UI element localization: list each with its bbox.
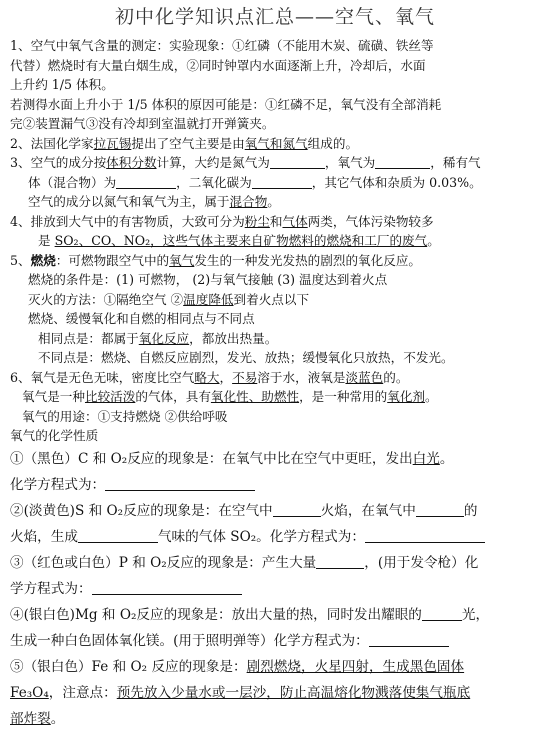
s6-l2c: ，是一种常用的 [299, 389, 388, 404]
s3-l1a: 3、空气的成分按 [10, 155, 107, 170]
s6-line-2 [10, 387, 540, 407]
s6-l1u2: 不易 [232, 369, 258, 385]
blank-mg-equation[interactable] [369, 632, 449, 647]
chem-mg-line-2 [10, 628, 540, 654]
s3-l2b: ，二氧化碳为 [176, 174, 252, 190]
s5-bold: 燃烧 [30, 252, 56, 268]
s1-line-2: 代替）燃烧时有大量白烟生成，②同时钟罩内水面逐渐上升，冷却后，水面 [10, 57, 426, 73]
c2c: 的 [463, 502, 478, 519]
chem-fe-line-1 [10, 654, 540, 680]
blank-s-air-flame[interactable] [273, 502, 321, 517]
s2-mid: 提出了空气主要是由 [131, 135, 245, 151]
s4-line-1 [10, 212, 540, 232]
c3a: ③（红色或白色）P 和 O₂反应的现象是：产生大量 [10, 554, 317, 571]
s5-line-1 [10, 251, 540, 271]
s3-line-2 [10, 173, 540, 193]
blank-co2[interactable] [252, 174, 312, 189]
c1a: ①（黑色）C 和 O₂反应的现象是：在氧气中比在空气中更旺，发出 [10, 450, 413, 467]
s2-gases: 氧气和氮气 [244, 135, 308, 151]
chem-c-line-2 [10, 472, 540, 498]
s4-l1a: 4、排放到大气中的有害物质，大致可分为 [10, 213, 245, 229]
c5u: 剧烈燃烧，火星四射，生成黑色固体 [246, 658, 465, 675]
s6-l2b: 的气体，具有 [135, 389, 211, 404]
s3-l1c: ，氧气为 [324, 155, 376, 170]
s6-l1b: ， [219, 369, 233, 385]
s3-l1u: 体积分数 [106, 155, 157, 170]
s1-line-5: 完②装置漏气③没有冷却到室温就打开弹簧夹。 [10, 116, 275, 131]
s6-l1a: 6、氧气是无色无味，密度比空气 [10, 369, 195, 385]
chem-fe-line-2 [10, 680, 540, 706]
c1u: 白光 [412, 450, 440, 467]
s4-l1u2: 气体 [282, 213, 308, 229]
chem-s-line-1 [10, 498, 540, 524]
page-title: 初中化学知识点汇总——空气、氧气 [114, 6, 435, 28]
s1-line-1: 1、空气中氧气含量的测定：实验现象：①红磷（不能用木炭、硫磺、铁丝等 [10, 38, 434, 53]
s5-l3u: 温度降低 [183, 291, 234, 307]
s3-line-3 [10, 192, 540, 212]
c5b: ，注意点： [48, 684, 117, 701]
chem-p-line-1 [10, 550, 540, 576]
s1-line-4: 若测得水面上升小于 1/5 体积的原因可能是：①红磷不足，氧气没有全部消耗 [10, 96, 442, 112]
s5-l1u: 氧气 [169, 252, 195, 268]
s3-line-1 [10, 153, 540, 173]
blank-oxygen[interactable] [375, 154, 430, 169]
c1b: 。 [439, 450, 454, 467]
s2-post: 组成的。 [307, 135, 359, 151]
s3-l2a: 体（混合物）为 [28, 174, 117, 190]
c5c: 。 [50, 710, 65, 727]
c5u4: 部炸裂 [10, 710, 51, 727]
s4-l2a: 是 [38, 233, 55, 248]
s6-line-3: 氧气的用途：①支持燃烧 ②供给呼吸 [22, 408, 228, 424]
c2e: 气味的气体 SO₂。化学方程式为： [157, 528, 365, 545]
c4b: 光， [461, 606, 490, 623]
s5-l5a: 相同点是：都属于 [38, 330, 139, 346]
c5a: ⑤（银白色）Fe 和 O₂ 反应的现象是： [10, 658, 247, 675]
s4-l1c: 两类，气体污染物较多 [307, 213, 434, 229]
c2d: 火焰，生成 [10, 528, 78, 545]
s4-l1b: 和 [269, 213, 283, 229]
chem-p-line-2 [10, 576, 540, 602]
s5-l1a: ：可燃物跟空气中的 [55, 252, 170, 268]
c2b: 火焰，在氧气中 [320, 502, 416, 519]
c2a: ②(淡黄色)S 和 O₂反应的现象是：在空气中 [10, 502, 273, 519]
blank-noble-gas[interactable] [116, 174, 176, 189]
s2-line [10, 134, 540, 154]
s5-line-3 [10, 290, 540, 310]
s5-line-4: 燃烧、缓慢氧化和自燃的相同点与不同点 [28, 311, 255, 326]
blank-p-equation[interactable] [92, 580, 242, 595]
s3-l1d: ，稀有气 [430, 155, 481, 170]
s4-l1u1: 粉尘 [244, 213, 270, 229]
s5-line-6: 不同点是：燃烧、自燃反应剧烈，发光、放热；缓慢氧化只放热，不发光。 [38, 350, 454, 365]
s5-l1b: 发生的一种发光发热的剧烈的氧化反应。 [194, 252, 422, 268]
s5-l5u: 氧化反应 [138, 330, 190, 346]
c3b: ，(用于发令枪）化 [364, 554, 479, 571]
s4-line-2 [10, 231, 540, 251]
s5-l5b: ，都放出热量。 [189, 330, 278, 346]
chem-c-line-1 [10, 446, 540, 472]
s2-pre: 2、法国化学家 [10, 135, 94, 151]
s3-l2c: ，其它气体和杂质为 0.03%。 [311, 174, 482, 190]
s4-l2u: SO₂、CO、NO₂ [54, 233, 151, 248]
s6-l2u1: 比较活泼 [84, 389, 136, 404]
blank-p-smoke[interactable] [316, 554, 364, 569]
blank-s-equation[interactable] [365, 528, 485, 543]
s3-l3a: 空气的成分以氮气和氧气为主，属于 [28, 194, 230, 209]
s6-l2u2: 氧化性、助燃性 [210, 389, 300, 404]
chem-mg-line-1 [10, 602, 540, 628]
s3-l3b: 。 [267, 194, 280, 209]
s5-num: 5、 [10, 252, 31, 268]
chem-s-line-2 [10, 524, 540, 550]
blank-s-o2-flame[interactable] [416, 502, 464, 517]
c4a: ④(银白色)Mg 和 O₂反应的现象是：放出大量的热，同时发出耀眼的 [10, 606, 422, 623]
blank-s-odor[interactable] [78, 528, 158, 543]
s5-line-5 [10, 329, 540, 349]
s3-l3u: 混合物 [229, 194, 268, 209]
s6-l2u3: 氧化剂 [387, 389, 425, 404]
s6-line-1 [10, 368, 540, 388]
s2-name: 拉瓦锡 [93, 135, 132, 151]
s4-l2u2: 矿物燃料的燃烧和工厂的废气 [263, 233, 428, 248]
s6-l1u1: 略大 [194, 369, 220, 385]
blank-nitrogen[interactable] [270, 154, 325, 169]
s4-l2c: 。 [427, 233, 440, 248]
s5-line-2: 燃烧的条件是：(1) 可燃物， (2)与氧气接触 (3) 温度达到着火点 [28, 272, 388, 287]
c5u3: 预先放入少量水或一层沙，防止高温熔化物溅落使集气瓶底 [116, 684, 471, 701]
s5-l3a: 灭火的方法：①隔绝空气 ② [28, 291, 184, 307]
chem-heading: 氧气的化学性质 [10, 428, 99, 443]
s6-l1u3: 淡蓝色 [345, 369, 384, 385]
s3-l1b: 计算，大约是氮气为 [156, 155, 270, 170]
s6-l2d: 。 [425, 389, 438, 404]
c3c: 学方程式为： [10, 580, 92, 597]
blank-mg-light[interactable] [422, 606, 462, 621]
s6-l2a: 氧气是一种 [22, 389, 85, 404]
c1c: 化学方程式为： [10, 476, 106, 493]
chem-fe-line-3 [10, 706, 540, 732]
s5-l3b: 到着火点以下 [233, 291, 310, 307]
s1-line-3: 上升约 1/5 体积。 [10, 77, 114, 92]
c4c: 生成一种白色固体氧化镁。(用于照明弹等）化学方程式为： [10, 632, 369, 649]
blank-c-equation[interactable] [105, 476, 255, 491]
s4-l2b: ，这些气体主要来自 [150, 233, 264, 248]
c5u2: Fe₃O₄ [10, 684, 49, 701]
s6-l1d: 的。 [383, 369, 409, 385]
s6-l1c: 溶于水，液氧是 [257, 369, 346, 385]
